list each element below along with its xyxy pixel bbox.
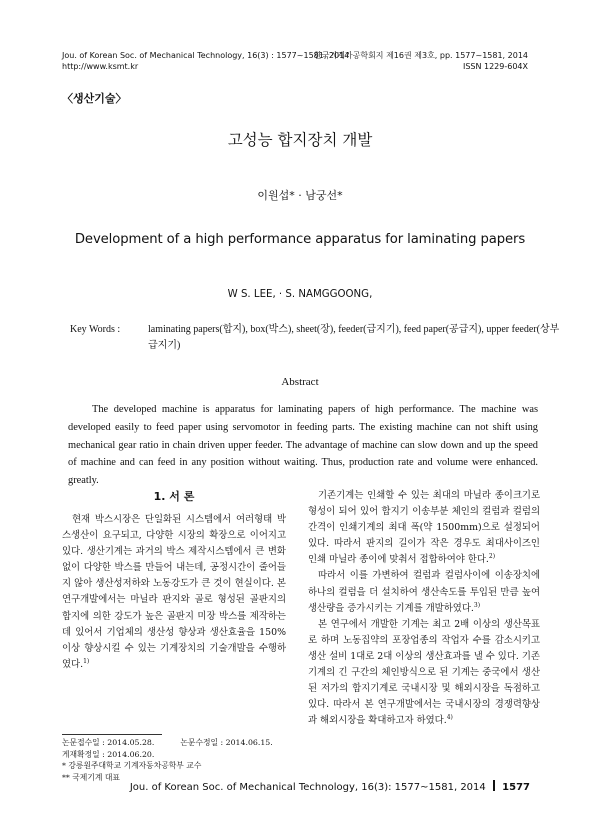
authors-kr: 이원섭* · 남궁선* bbox=[257, 189, 343, 202]
ref-1[interactable]: 1) bbox=[83, 657, 90, 665]
journal-citation-kr: 한국기계가공학회지 제16권 제3호, pp. 1577~1581, 2014 bbox=[313, 51, 528, 60]
page-number: 1577 bbox=[502, 782, 530, 793]
accepted-date: 게재확정일 : 2014.06.20. bbox=[62, 749, 155, 759]
revised-date: 논문수정일 : 2014.06.15. bbox=[180, 738, 273, 747]
section-heading-intro: 1. 서 론 bbox=[153, 490, 195, 503]
keywords-line1: laminating papers(합지), box(박스), sheet(장), feeder(급지기), feed paper(공급지), upper feeder(상부 bbox=[148, 324, 560, 335]
paper-title-en: Development of a high performance apparatus for laminating papers bbox=[74, 232, 526, 247]
footer-citation: Jou. of Korean Soc. of Mechanical Technology, 16(3): 1577~1581, 2014 bbox=[129, 782, 486, 793]
category-label: 〈생산기술〉 bbox=[62, 92, 127, 105]
keywords-list bbox=[148, 322, 560, 354]
ref-2[interactable]: 2) bbox=[488, 553, 496, 561]
right-paragraph-3: 본 연구에서 개발한 기계는 최고 2배 이상의 생산목표로 하며 노동집약의 포장업종의 작업자 수를 감소시키고 생산 설비 1대로 2대 이상의 생산효과를 낼 수 있다. 기존기계의 긴 구간의 체인방식으로 된 기계는 중국에서 생산된 저가의 합지기계로 국내시장 및 해외시장을 독점하고 있다. 따라서 본 연구개발에서는 국내시장의 경쟁력향상과 해외시장을 확대하고자 하였다. bbox=[308, 618, 540, 727]
journal-url[interactable]: http://www.ksmt.kr bbox=[62, 62, 139, 71]
right-paragraph-1: 기존기계는 인쇄할 수 있는 최대의 마닐라 종이크기로 형성이 되어 있어 합지기 이송부분 체인의 컬럼과 컬럼의 간격이 인쇄기계의 최대 폭(약 1500mm)으로 설정되어 있다. 따라서 판지의 길이가 작은 경우도 최대사이즈인 인쇄 마닐라 종이에 맞춰서 접합하여야 한다. bbox=[308, 490, 540, 566]
journal-header-right bbox=[314, 50, 528, 72]
footnotes bbox=[62, 737, 273, 783]
ref-4[interactable]: 4) bbox=[446, 714, 453, 722]
intro-paragraph bbox=[62, 512, 286, 673]
right-paragraph-2: 따라서 이를 가변하여 컬럼과 컬럼사이에 이송장치에 하나의 컬럼을 더 설치하여 생산속도를 투입된 만큼 높여 생산량을 증가시키는 기계를 개발하였다. bbox=[308, 570, 540, 614]
journal-header-left bbox=[62, 50, 349, 72]
journal-issn: ISSN 1229-604X bbox=[462, 62, 528, 71]
abstract-body: The developed machine is apparatus for laminating papers of high performance. The machine was developed easily to feed paper using servomotor in feeding parts. The existing machine can not shift using mechanical gear ratio in chain driven upper feeder. The advantage of machine can slow down and up the speed of machine and can feed in any position without waiting. Thus, production rate and volume were enhanced. greatly. bbox=[68, 404, 538, 487]
paper-title-kr: 고성능 합지장치 개발 bbox=[227, 131, 373, 149]
footnote-divider bbox=[62, 734, 162, 735]
journal-citation-en: Jou. of Korean Soc. of Mechanical Technology, 16(3) : 1577~1581, 2014 bbox=[62, 51, 350, 60]
intro-paragraph-text: 현재 박스시장은 단일화된 시스템에서 여러형태 박스생산이 요구되고, 다양한 시장의 확장으로 이어지고 있다. 생산기계는 과거의 박스 제작시스템에서 큰 변화 없이 다양한 박스를 만들어 내는데, 공정시간이 줄어들지 않아 생산성저하와 노동강도가 큰 것이 현실이다. 본 연구개발에서는 마닐라 판지와 골로 형성된 골판지의 합지에 의한 강도가 높은 골판지 미장 박스를 제작하는데 있어서 기업체의 생산성 향상과 생산효율을 150% 이상 향상시킬 수 있는 기계장치의 기술개발을 수행하였다. bbox=[62, 514, 286, 670]
affiliation-1: * 강릉원주대학교 기계자동차공학부 교수 bbox=[62, 761, 202, 771]
keywords-line2: 급지기) bbox=[148, 340, 181, 351]
keywords-label: Key Words : bbox=[70, 324, 121, 335]
authors-en: W S. LEE, · S. NAMGGOONG, bbox=[227, 289, 373, 300]
received-date: 논문접수일 : 2014.05.28. bbox=[62, 738, 155, 747]
ref-3[interactable]: 3) bbox=[473, 601, 481, 609]
right-column-text bbox=[308, 488, 540, 729]
abstract-heading: Abstract bbox=[281, 376, 319, 388]
page-footer bbox=[130, 780, 530, 793]
affiliation-2: ** 국제기계 대표 bbox=[62, 772, 120, 782]
footer-separator bbox=[493, 780, 495, 791]
